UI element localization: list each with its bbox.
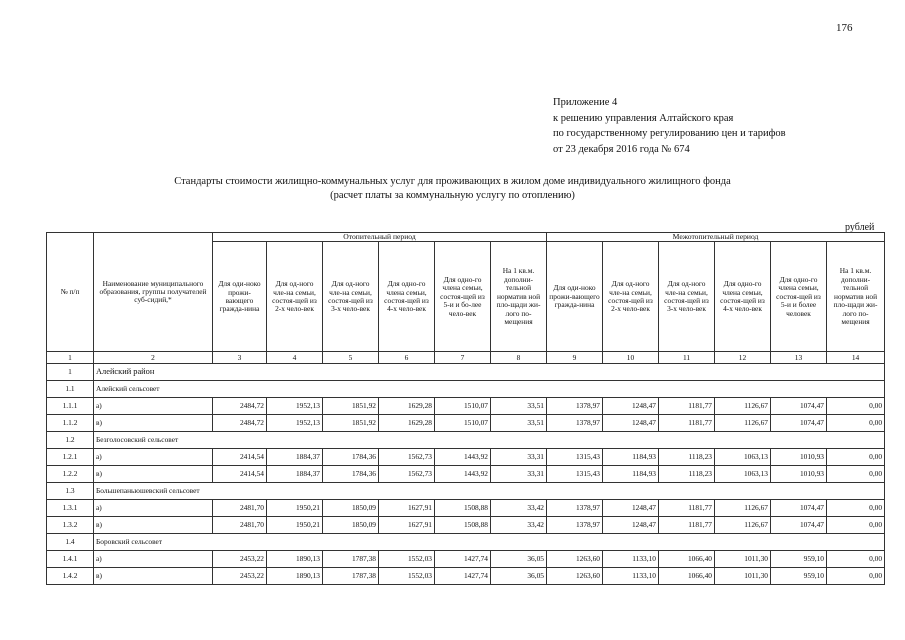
value-cell: 1884,37 xyxy=(267,449,323,466)
value-cell: 2414,54 xyxy=(213,449,267,466)
column-number: 5 xyxy=(323,352,379,364)
header-name-col: Наименование муниципального образования, группы получателей суб-сидий,* xyxy=(94,233,213,352)
value-cell: 1884,37 xyxy=(267,466,323,483)
council-num: 1.3 xyxy=(47,483,94,500)
value-cell: 1508,88 xyxy=(435,517,491,534)
value-cell: 1181,77 xyxy=(659,517,715,534)
value-cell: 1010,93 xyxy=(771,466,827,483)
table-row xyxy=(47,551,885,568)
standards-table xyxy=(46,232,885,585)
column-number: 4 xyxy=(267,352,323,364)
value-cell: 1118,23 xyxy=(659,466,715,483)
header-interheating-subcol: Для одно-го члена семьи, состоя-щей из 4-х чело-век xyxy=(715,242,771,352)
value-cell: 1952,13 xyxy=(267,415,323,432)
column-number: 13 xyxy=(771,352,827,364)
value-cell: 1850,09 xyxy=(323,500,379,517)
value-cell: 1063,13 xyxy=(715,466,771,483)
value-cell: 33,42 xyxy=(491,517,547,534)
value-cell: 1126,67 xyxy=(715,415,771,432)
value-cell: 1378,97 xyxy=(547,415,603,432)
district-name: Алейский район xyxy=(94,364,885,381)
row-group: а) xyxy=(94,449,213,466)
value-cell: 1118,23 xyxy=(659,449,715,466)
row-group: в) xyxy=(94,568,213,585)
value-cell: 1629,28 xyxy=(379,398,435,415)
table-row xyxy=(47,398,885,415)
council-row xyxy=(47,381,885,398)
value-cell: 1851,92 xyxy=(323,415,379,432)
table-row xyxy=(47,500,885,517)
council-row xyxy=(47,483,885,500)
value-cell: 1248,47 xyxy=(603,517,659,534)
column-number: 12 xyxy=(715,352,771,364)
value-cell: 0,00 xyxy=(827,500,885,517)
value-cell: 1248,47 xyxy=(603,500,659,517)
council-name: Большепаньюшевский сельсовет xyxy=(94,483,885,500)
header-interheating-subcol: Для од-ного чле-на семьи, состоя-щей из 2-х чело-век xyxy=(603,242,659,352)
value-cell: 1443,92 xyxy=(435,466,491,483)
row-group: а) xyxy=(94,500,213,517)
district-num: 1 xyxy=(47,364,94,381)
appendix-line: к решению управления Алтайского края xyxy=(553,112,734,124)
appendix-line: Приложение 4 xyxy=(553,97,618,108)
value-cell: 1787,38 xyxy=(323,568,379,585)
value-cell: 1950,21 xyxy=(267,500,323,517)
value-cell: 1508,88 xyxy=(435,500,491,517)
value-cell: 1184,93 xyxy=(603,449,659,466)
value-cell: 1126,67 xyxy=(715,500,771,517)
council-row xyxy=(47,432,885,449)
column-number: 2 xyxy=(94,352,213,364)
value-cell: 2484,72 xyxy=(213,398,267,415)
value-cell: 1427,74 xyxy=(435,551,491,568)
header-interheating-subcol: На 1 кв.м. дополни-тельной норматив ной пло-щади жи-лого по-мещения xyxy=(827,242,885,352)
value-cell: 0,00 xyxy=(827,449,885,466)
value-cell: 36,05 xyxy=(491,551,547,568)
value-cell: 1627,91 xyxy=(379,500,435,517)
value-cell: 1787,38 xyxy=(323,551,379,568)
column-number: 6 xyxy=(379,352,435,364)
column-number: 9 xyxy=(547,352,603,364)
value-cell: 1562,73 xyxy=(379,466,435,483)
header-heating-period: Отопительный период xyxy=(213,233,547,242)
row-num: 1.2.2 xyxy=(47,466,94,483)
value-cell: 959,10 xyxy=(771,568,827,585)
council-num: 1.2 xyxy=(47,432,94,449)
header-heating-subcol: Для одно-го члена семьи, состоя-щей из 4-х чело-век xyxy=(379,242,435,352)
value-cell: 0,00 xyxy=(827,398,885,415)
value-cell: 1378,97 xyxy=(547,398,603,415)
value-cell: 1074,47 xyxy=(771,398,827,415)
value-cell: 33,51 xyxy=(491,415,547,432)
value-cell: 2453,22 xyxy=(213,551,267,568)
title-line-2: (расчет платы за коммунальную услугу по отоплению) xyxy=(330,190,575,201)
title-line-1: Стандарты стоимости жилищно-коммунальных услуг для проживающих в жилом доме индивидуального жилищного фонда xyxy=(174,176,731,187)
value-cell: 1181,77 xyxy=(659,415,715,432)
value-cell: 0,00 xyxy=(827,466,885,483)
value-cell: 1950,21 xyxy=(267,517,323,534)
row-num: 1.2.1 xyxy=(47,449,94,466)
page-number: 176 xyxy=(836,22,853,34)
header-interheating-subcol: Для од-ного чле-на семьи, состоя-щей из 3-х чело-век xyxy=(659,242,715,352)
council-name: Алейский сельсовет xyxy=(94,381,885,398)
row-num: 1.4.1 xyxy=(47,551,94,568)
value-cell: 1510,07 xyxy=(435,398,491,415)
header-heating-subcol: На 1 кв.м. дополни-тельной норматив ной пло-щади жи-лого по-мещения xyxy=(491,242,547,352)
value-cell: 0,00 xyxy=(827,517,885,534)
value-cell: 1133,10 xyxy=(603,551,659,568)
header-interheating-subcol: Для оди-ноко прожи-вающего гражда-нина xyxy=(547,242,603,352)
value-cell: 1552,03 xyxy=(379,551,435,568)
council-num: 1.4 xyxy=(47,534,94,551)
value-cell: 1562,73 xyxy=(379,449,435,466)
appendix-line: от 23 декабря 2016 года № 674 xyxy=(553,143,690,155)
value-cell: 33,31 xyxy=(491,449,547,466)
value-cell: 1011,30 xyxy=(715,551,771,568)
column-number: 11 xyxy=(659,352,715,364)
council-row xyxy=(47,534,885,551)
value-cell: 1263,60 xyxy=(547,568,603,585)
row-group: а) xyxy=(94,551,213,568)
column-number: 8 xyxy=(491,352,547,364)
value-cell: 1126,67 xyxy=(715,398,771,415)
value-cell: 0,00 xyxy=(827,568,885,585)
value-cell: 1074,47 xyxy=(771,500,827,517)
value-cell: 33,31 xyxy=(491,466,547,483)
value-cell: 1427,74 xyxy=(435,568,491,585)
table-row xyxy=(47,466,885,483)
value-cell: 1063,13 xyxy=(715,449,771,466)
appendix-line: по государственному регулированию цен и тарифов xyxy=(553,128,786,140)
value-cell: 1629,28 xyxy=(379,415,435,432)
value-cell: 1378,97 xyxy=(547,517,603,534)
value-cell: 1315,43 xyxy=(547,466,603,483)
council-num: 1.1 xyxy=(47,381,94,398)
header-heating-subcol: Для одно-го члена семьи, состоя-щей из 5-и и бо-лее чело-век xyxy=(435,242,491,352)
value-cell: 1248,47 xyxy=(603,415,659,432)
value-cell: 2484,72 xyxy=(213,415,267,432)
row-group: в) xyxy=(94,415,213,432)
value-cell: 1627,91 xyxy=(379,517,435,534)
value-cell: 1066,40 xyxy=(659,551,715,568)
value-cell: 1510,07 xyxy=(435,415,491,432)
column-number: 14 xyxy=(827,352,885,364)
column-number: 10 xyxy=(603,352,659,364)
row-group: в) xyxy=(94,517,213,534)
value-cell: 33,51 xyxy=(491,398,547,415)
value-cell: 1248,47 xyxy=(603,398,659,415)
header-heating-subcol: Для од-ного чле-на семьи, состоя-щей из 3-х чело-век xyxy=(323,242,379,352)
value-cell: 1133,10 xyxy=(603,568,659,585)
value-cell: 2481,70 xyxy=(213,500,267,517)
table-row xyxy=(47,568,885,585)
value-cell: 1074,47 xyxy=(771,517,827,534)
value-cell: 1784,36 xyxy=(323,449,379,466)
value-cell: 2481,70 xyxy=(213,517,267,534)
row-num: 1.1.1 xyxy=(47,398,94,415)
header-interheating-period: Межотопительный период xyxy=(547,233,885,242)
value-cell: 1890,13 xyxy=(267,568,323,585)
value-cell: 1952,13 xyxy=(267,398,323,415)
value-cell: 1378,97 xyxy=(547,500,603,517)
row-num: 1.3.2 xyxy=(47,517,94,534)
value-cell: 1184,93 xyxy=(603,466,659,483)
value-cell: 1263,60 xyxy=(547,551,603,568)
header-heating-subcol: Для од-ного чле-на семьи, состоя-щей из 2-х чело-век xyxy=(267,242,323,352)
value-cell: 1552,03 xyxy=(379,568,435,585)
value-cell: 1074,47 xyxy=(771,415,827,432)
header-interheating-subcol: Для одно-го члена семьи, состоя-щей из 5-и и более человек xyxy=(771,242,827,352)
row-group: а) xyxy=(94,398,213,415)
value-cell: 33,42 xyxy=(491,500,547,517)
value-cell: 1851,92 xyxy=(323,398,379,415)
value-cell: 0,00 xyxy=(827,415,885,432)
value-cell: 1181,77 xyxy=(659,500,715,517)
value-cell: 1066,40 xyxy=(659,568,715,585)
column-number: 1 xyxy=(47,352,94,364)
value-cell: 0,00 xyxy=(827,551,885,568)
value-cell: 1126,67 xyxy=(715,517,771,534)
value-cell: 36,05 xyxy=(491,568,547,585)
value-cell: 1850,09 xyxy=(323,517,379,534)
table-row xyxy=(47,449,885,466)
table-row xyxy=(47,415,885,432)
value-cell: 959,10 xyxy=(771,551,827,568)
district-row xyxy=(47,364,885,381)
column-number: 3 xyxy=(213,352,267,364)
value-cell: 1443,92 xyxy=(435,449,491,466)
value-cell: 1010,93 xyxy=(771,449,827,466)
value-cell: 1011,30 xyxy=(715,568,771,585)
appendix-block xyxy=(553,95,786,157)
value-cell: 1784,36 xyxy=(323,466,379,483)
column-number: 7 xyxy=(435,352,491,364)
document-title xyxy=(0,175,905,203)
value-cell: 2453,22 xyxy=(213,568,267,585)
row-num: 1.1.2 xyxy=(47,415,94,432)
header-num-col: № п/п xyxy=(47,233,94,352)
value-cell: 1181,77 xyxy=(659,398,715,415)
currency-unit: рублей xyxy=(845,222,875,233)
row-num: 1.3.1 xyxy=(47,500,94,517)
value-cell: 2414,54 xyxy=(213,466,267,483)
header-heating-subcol: Для оди-ноко прожи-вающего гражда-нина xyxy=(213,242,267,352)
table-row xyxy=(47,517,885,534)
council-name: Боровский сельсовет xyxy=(94,534,885,551)
council-name: Безголосовский сельсовет xyxy=(94,432,885,449)
value-cell: 1315,43 xyxy=(547,449,603,466)
row-num: 1.4.2 xyxy=(47,568,94,585)
value-cell: 1890,13 xyxy=(267,551,323,568)
row-group: в) xyxy=(94,466,213,483)
